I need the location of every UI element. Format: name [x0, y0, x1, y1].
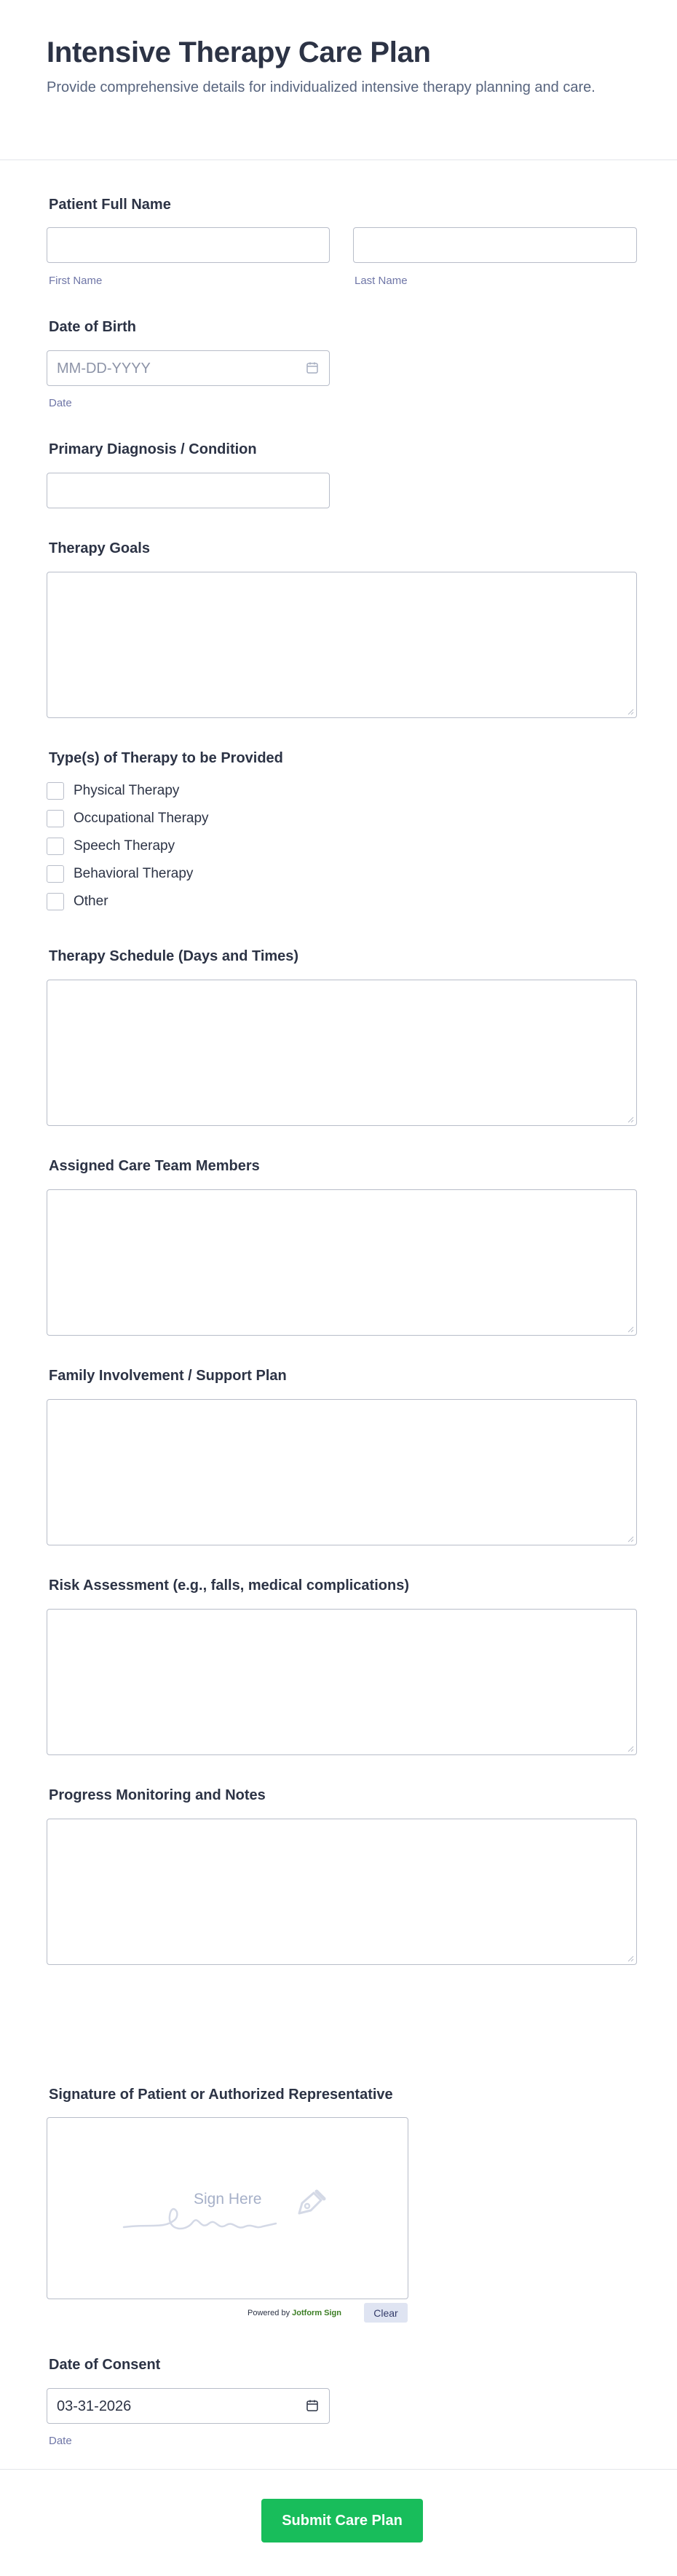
- consent-date-value: 03-31-2026: [57, 2398, 132, 2414]
- pen-icon: [295, 2189, 328, 2218]
- dob-label: Date of Birth: [49, 319, 136, 335]
- signature-label: Signature of Patient or Authorized Representative: [49, 2087, 393, 2103]
- checkbox-label: Occupational Therapy: [74, 811, 209, 826]
- signature-pad[interactable]: [47, 2117, 408, 2299]
- family-textarea[interactable]: [47, 1399, 637, 1545]
- powered-brand: Jotform Sign: [292, 2309, 341, 2317]
- patient-name-label: Patient Full Name: [49, 197, 171, 213]
- goals-textarea[interactable]: [47, 572, 637, 718]
- checkbox-label: Speech Therapy: [74, 838, 175, 854]
- first-name-input[interactable]: [47, 227, 330, 263]
- goals-label: Therapy Goals: [49, 540, 150, 556]
- resize-grip-icon[interactable]: [627, 1116, 634, 1123]
- signature-placeholder: Sign Here: [194, 2191, 262, 2207]
- risk-label: Risk Assessment (e.g., falls, medical complications): [49, 1577, 409, 1594]
- checkbox[interactable]: [47, 893, 64, 910]
- form-header: [0, 0, 677, 160]
- last-name-input[interactable]: [353, 227, 637, 263]
- resize-grip-icon[interactable]: [627, 1955, 634, 1962]
- form-title: Intensive Therapy Care Plan: [47, 36, 431, 68]
- resize-grip-icon[interactable]: [627, 1326, 634, 1333]
- risk-textarea[interactable]: [47, 1609, 637, 1755]
- family-label: Family Involvement / Support Plan: [49, 1368, 287, 1384]
- progress-textarea[interactable]: [47, 1819, 637, 1965]
- calendar-icon[interactable]: [306, 361, 319, 374]
- checkbox[interactable]: [47, 810, 64, 827]
- form-subtitle: Provide comprehensive details for individualized intensive therapy planning and care.: [47, 79, 595, 95]
- checkbox[interactable]: [47, 782, 64, 800]
- progress-label: Progress Monitoring and Notes: [49, 1787, 266, 1803]
- schedule-label: Therapy Schedule (Days and Times): [49, 948, 299, 964]
- care-team-textarea[interactable]: [47, 1189, 637, 1336]
- last-name-sublabel: Last Name: [355, 275, 408, 287]
- checkbox[interactable]: [47, 865, 64, 883]
- resize-grip-icon[interactable]: [627, 1535, 634, 1543]
- checkbox-label: Physical Therapy: [74, 783, 180, 798]
- dob-sublabel: Date: [49, 397, 72, 409]
- powered-by: [248, 2309, 341, 2317]
- calendar-icon[interactable]: [306, 2399, 319, 2412]
- schedule-textarea[interactable]: [47, 980, 637, 1126]
- diagnosis-label: Primary Diagnosis / Condition: [49, 441, 257, 457]
- checkbox-label: Other: [74, 894, 108, 909]
- clear-signature-button[interactable]: Clear: [364, 2303, 408, 2323]
- checkbox[interactable]: [47, 838, 64, 855]
- resize-grip-icon[interactable]: [627, 1745, 634, 1752]
- first-name-sublabel: First Name: [49, 275, 103, 287]
- submit-button[interactable]: Submit Care Plan: [261, 2499, 423, 2542]
- diagnosis-input[interactable]: [47, 473, 330, 508]
- resize-grip-icon[interactable]: [627, 708, 634, 715]
- checkbox-label: Behavioral Therapy: [74, 866, 194, 881]
- powered-prefix: Powered by: [248, 2309, 290, 2317]
- consent-date-sublabel: Date: [49, 2435, 72, 2447]
- consent-date-label: Date of Consent: [49, 2357, 161, 2373]
- therapy-types-label: Type(s) of Therapy to be Provided: [49, 750, 283, 766]
- consent-date-input[interactable]: [47, 2388, 330, 2424]
- dob-placeholder: MM-DD-YYYY: [57, 361, 151, 377]
- care-team-label: Assigned Care Team Members: [49, 1158, 260, 1174]
- dob-input[interactable]: [47, 350, 330, 386]
